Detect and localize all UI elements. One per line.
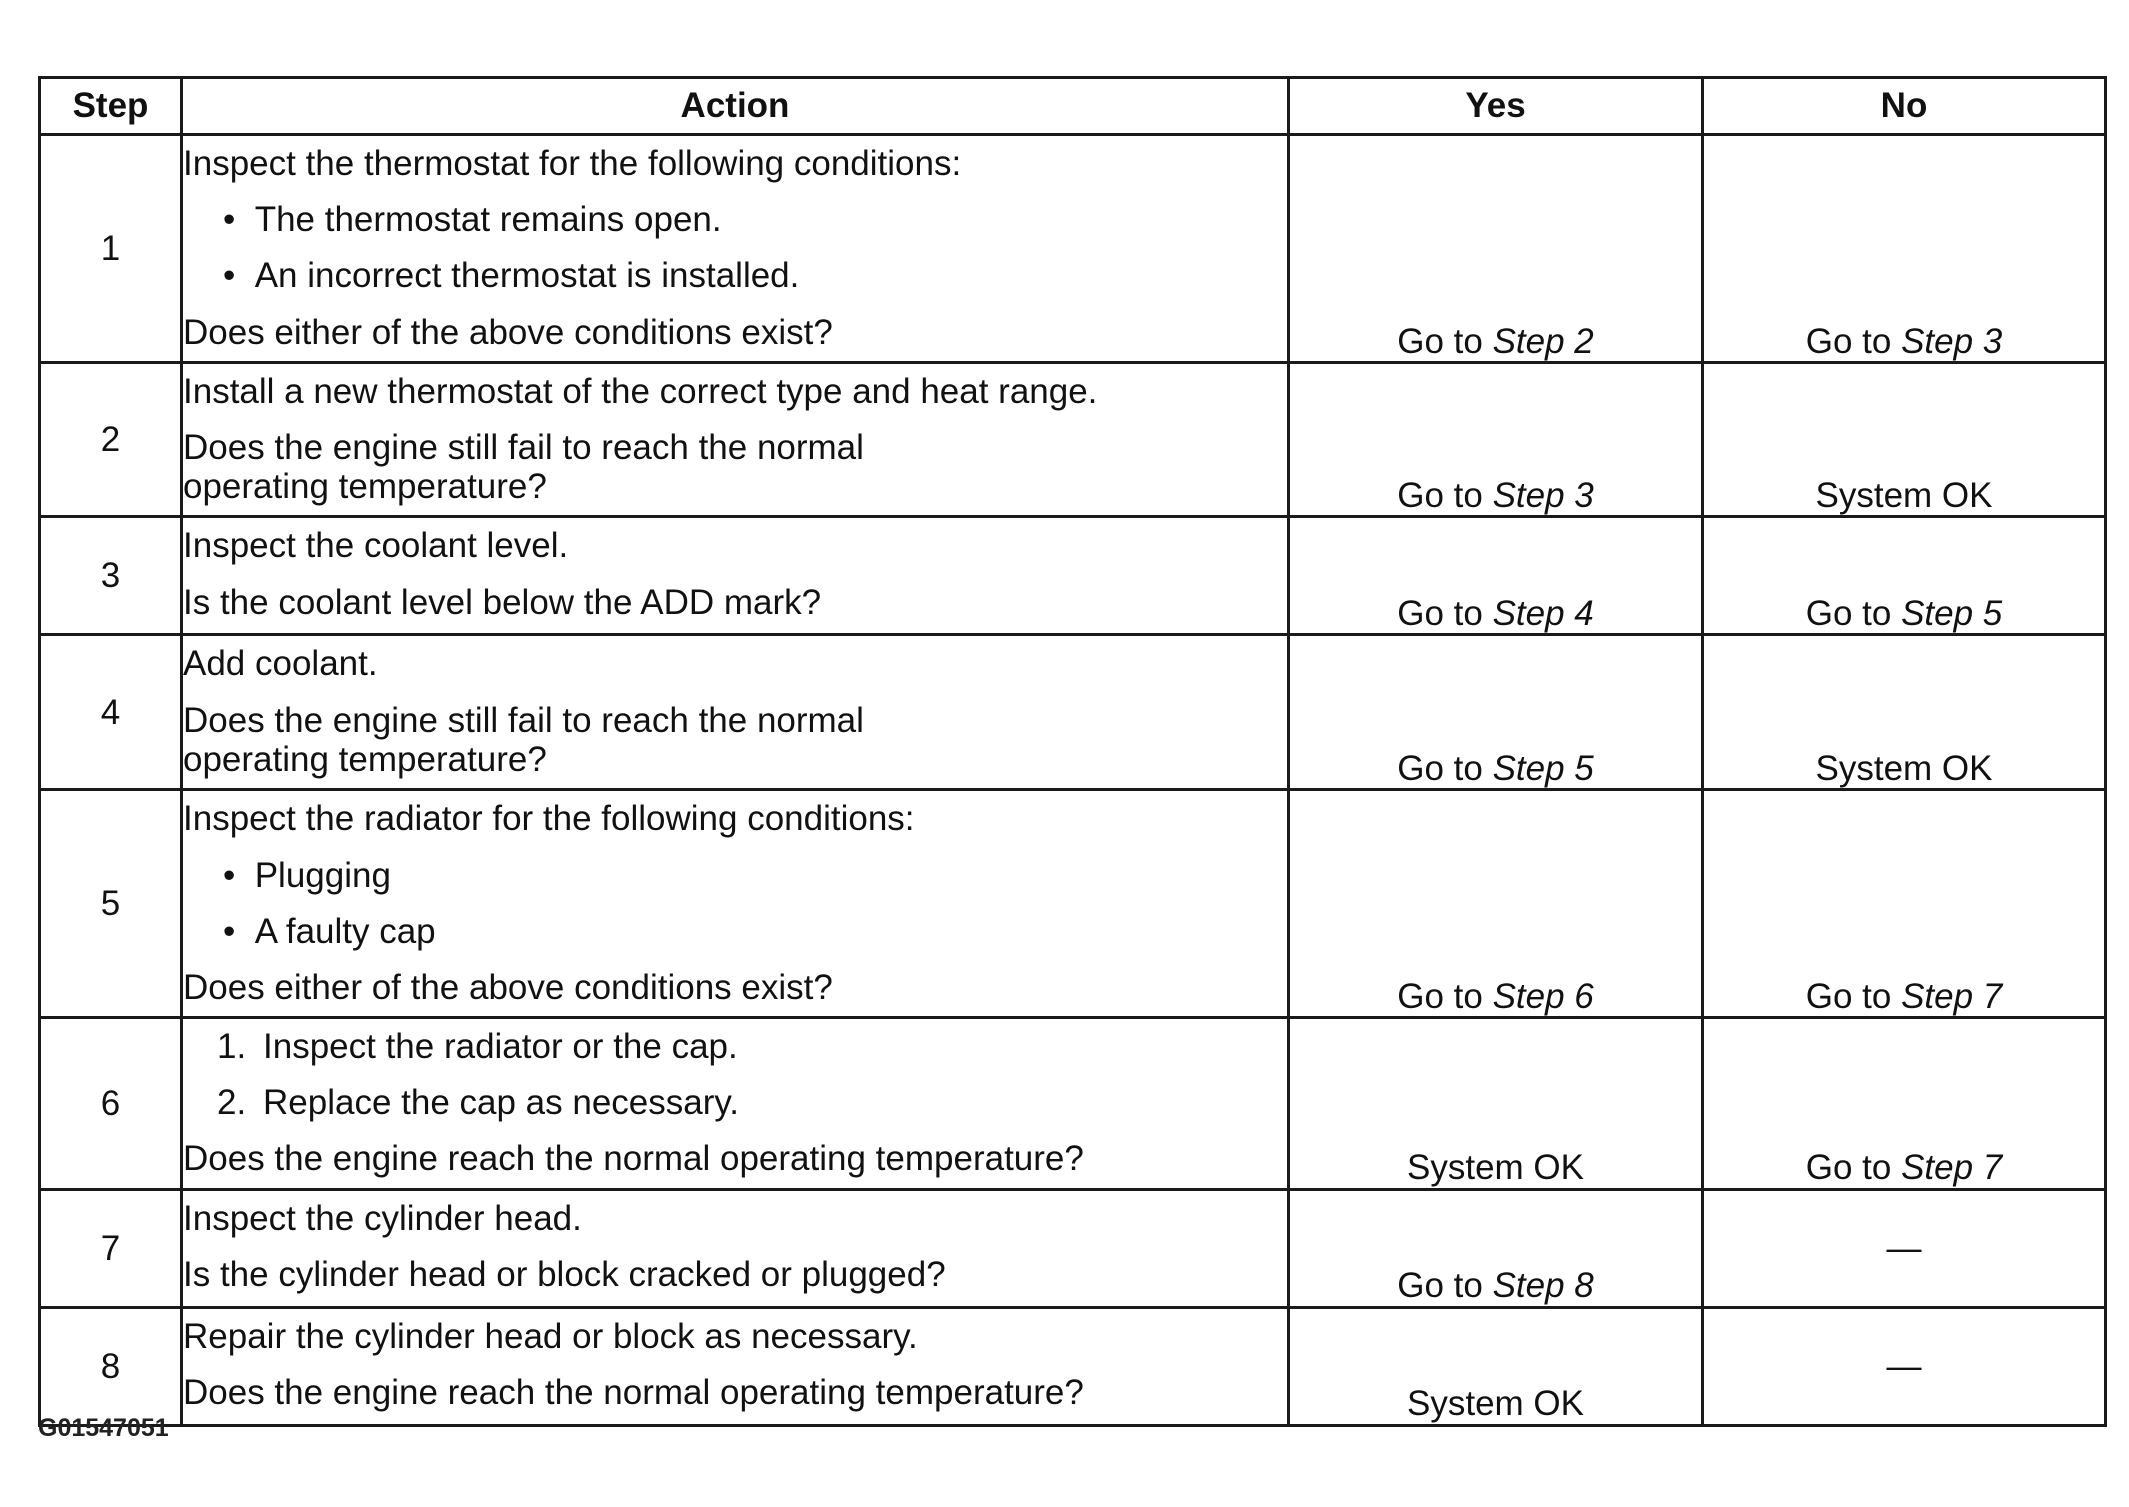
step-reference: Step 2	[1492, 321, 1594, 361]
step-number: 6	[40, 1018, 182, 1190]
step-number: 1	[40, 135, 182, 363]
action-question: Does either of the above conditions exist?	[183, 967, 833, 1007]
table-row	[40, 1189, 2106, 1307]
action-cell	[182, 1018, 1289, 1190]
step-reference: Step 5	[1492, 749, 1594, 789]
yes-result: Go to Step 3	[1289, 362, 1703, 517]
yes-result: Go to Step 4	[1289, 517, 1703, 635]
diagnostic-table	[38, 76, 2107, 1427]
action-intro: Inspect the radiator for the following conditions:	[183, 799, 915, 839]
step-number: 2	[40, 362, 182, 517]
action-intro: Add coolant.	[183, 644, 378, 684]
action-question: Does the engine reach the normal operating temperature?	[183, 1139, 1084, 1179]
step-number: 7	[40, 1189, 182, 1307]
no-result: Go to Step 3	[1703, 135, 2106, 363]
step-reference: Step 7	[1901, 1148, 2003, 1188]
yes-result: Go to Step 5	[1289, 635, 1703, 790]
figure-id: G01547051	[38, 1414, 169, 1442]
step-reference: Step 3	[1901, 321, 2003, 361]
action-question: Does the engine still fail to reach the normal operating temperature?	[183, 427, 864, 507]
action-cell	[182, 135, 1289, 363]
action-intro: Inspect the cylinder head.	[183, 1198, 582, 1238]
step-reference: Step 8	[1492, 1266, 1594, 1306]
bullet-item: • The thermostat remains open.	[223, 200, 722, 240]
action-intro: Install a new thermostat of the correct type and heat range.	[183, 371, 1098, 411]
step-number: 3	[40, 517, 182, 635]
no-result: —	[1703, 1189, 2106, 1307]
no-result: —	[1703, 1307, 2106, 1425]
header-step: Step	[40, 78, 182, 135]
header-no: No	[1703, 78, 2106, 135]
table-row	[40, 517, 2106, 635]
action-question: Does the engine reach the normal operating temperature?	[183, 1372, 1084, 1412]
step-reference: Step 5	[1901, 594, 2003, 634]
bullet-item: • A faulty cap	[223, 911, 436, 951]
action-question: Does the engine still fail to reach the normal operating temperature?	[183, 700, 864, 779]
step-reference: Step 4	[1492, 594, 1594, 634]
no-result: Go to Step 5	[1703, 517, 2106, 635]
action-cell	[182, 1189, 1289, 1307]
table-row	[40, 135, 2106, 363]
bullet-item: • An incorrect thermostat is installed.	[223, 256, 800, 296]
no-result: Go to Step 7	[1703, 790, 2106, 1018]
yes-result: Go to Step 2	[1289, 135, 1703, 363]
action-question: Is the cylinder head or block cracked or plugged?	[183, 1254, 946, 1294]
action-intro: Repair the cylinder head or block as necessary.	[183, 1316, 918, 1356]
step-number: 5	[40, 790, 182, 1018]
step-number: 4	[40, 635, 182, 790]
action-cell	[182, 517, 1289, 635]
bullet-item: • Plugging	[223, 855, 391, 895]
action-cell	[182, 362, 1289, 517]
yes-result: Go to Step 6	[1289, 790, 1703, 1018]
no-result: System OK	[1703, 362, 2106, 517]
header-action: Action	[182, 78, 1289, 135]
action-intro: Inspect the thermostat for the following conditions:	[183, 144, 962, 183]
action-intro: Inspect the coolant level.	[183, 526, 569, 566]
table-row	[40, 635, 2106, 790]
yes-result: System OK	[1289, 1018, 1703, 1190]
step-reference: Step 6	[1492, 976, 1594, 1016]
table-row	[40, 1307, 2106, 1425]
table-row	[40, 362, 2106, 517]
header-row	[40, 78, 2106, 135]
action-question: Is the coolant level below the ADD mark?	[183, 582, 822, 622]
yes-result: Go to Step 8	[1289, 1189, 1703, 1307]
table-row	[40, 790, 2106, 1018]
header-yes: Yes	[1289, 78, 1703, 135]
step-reference: Step 3	[1492, 476, 1594, 516]
step-reference: Step 7	[1901, 976, 2003, 1016]
no-result: System OK	[1703, 635, 2106, 790]
yes-result: System OK	[1289, 1307, 1703, 1425]
action-cell	[182, 790, 1289, 1018]
numbered-item: 2. Replace the cap as necessary.	[217, 1083, 740, 1123]
action-cell	[182, 1307, 1289, 1425]
numbered-item: 1. Inspect the radiator or the cap.	[217, 1027, 738, 1067]
action-cell	[182, 635, 1289, 790]
action-question: Does either of the above conditions exist?	[183, 312, 833, 352]
no-result: Go to Step 7	[1703, 1018, 2106, 1190]
step-number: 8	[40, 1307, 182, 1425]
table-row	[40, 1018, 2106, 1190]
